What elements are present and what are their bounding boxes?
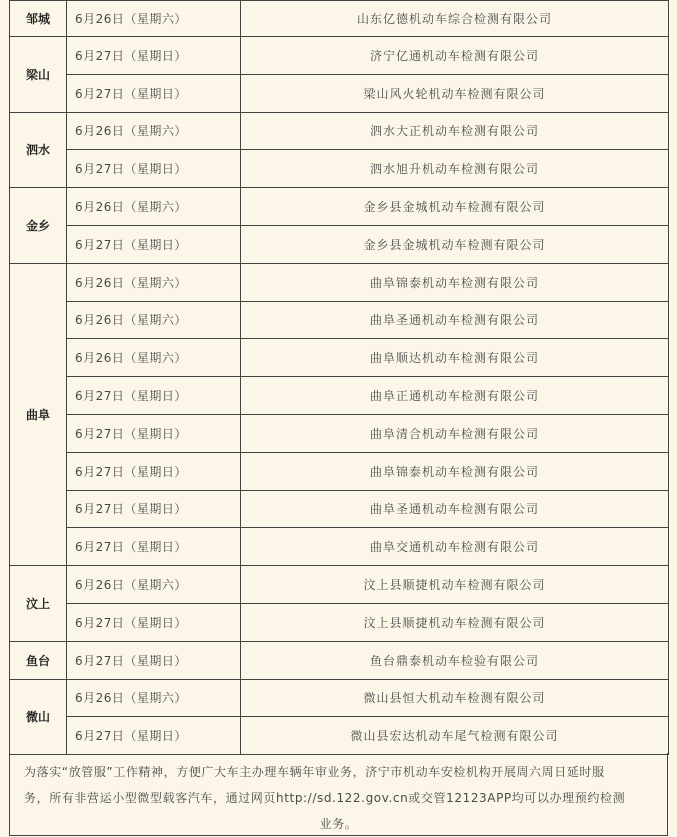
organization-cell: 山东亿德机动车综合检测有限公司 xyxy=(241,1,669,37)
organization-cell: 泗水大正机动车检测有限公司 xyxy=(241,112,669,150)
date-cell: 6月27日（星期日） xyxy=(67,717,241,755)
date-cell: 6月27日（星期日） xyxy=(67,74,241,112)
notice-line-1: 为落实“放管服”工作精神，方便广大车主办理车辆年审业务，济宁市机动车安检机构开展周六周日延时服 xyxy=(24,765,605,779)
table-row xyxy=(10,112,669,150)
table-row xyxy=(10,603,669,641)
table-row xyxy=(10,188,669,226)
organization-cell: 金乡县金城机动车检测有限公司 xyxy=(241,188,669,226)
date-cell: 6月26日（星期六） xyxy=(67,112,241,150)
region-cell: 邹城 xyxy=(10,1,67,37)
region-cell: 曲阜 xyxy=(10,263,67,565)
region-cell: 梁山 xyxy=(10,37,67,113)
table-row xyxy=(10,37,669,75)
organization-cell: 汶上县顺捷机动车检测有限公司 xyxy=(241,566,669,604)
organization-cell: 曲阜圣通机动车检测有限公司 xyxy=(241,301,669,339)
organization-cell: 曲阜圣通机动车检测有限公司 xyxy=(241,490,669,528)
organization-cell: 微山县宏达机动车尾气检测有限公司 xyxy=(241,717,669,755)
table-row xyxy=(10,301,669,339)
region-cell: 汶上 xyxy=(10,566,67,642)
date-cell: 6月26日（星期六） xyxy=(67,339,241,377)
date-cell: 6月27日（星期日） xyxy=(67,528,241,566)
table-row xyxy=(10,679,669,717)
table-row xyxy=(10,377,669,415)
date-cell: 6月27日（星期日） xyxy=(67,225,241,263)
date-cell: 6月26日（星期六） xyxy=(67,263,241,301)
region-cell: 微山 xyxy=(10,679,67,755)
table-row xyxy=(10,225,669,263)
date-cell: 6月27日（星期日） xyxy=(67,490,241,528)
table-row xyxy=(10,414,669,452)
table-row xyxy=(10,150,669,188)
region-cell: 泗水 xyxy=(10,112,67,188)
notice-line-2: 务，所有非营运小型微型载客汽车，通过网页http://sd.122.gov.cn或交管12123APP均可以办理预约检测 xyxy=(24,791,626,805)
date-cell: 6月26日（星期六） xyxy=(67,188,241,226)
table-row xyxy=(10,566,669,604)
table-row xyxy=(10,74,669,112)
organization-cell: 梁山风火轮机动车检测有限公司 xyxy=(241,74,669,112)
organization-cell: 汶上县顺捷机动车检测有限公司 xyxy=(241,603,669,641)
date-cell: 6月27日（星期日） xyxy=(67,452,241,490)
date-cell: 6月26日（星期六） xyxy=(67,301,241,339)
date-cell: 6月27日（星期日） xyxy=(67,414,241,452)
date-cell: 6月26日（星期六） xyxy=(67,566,241,604)
date-cell: 6月27日（星期日） xyxy=(67,603,241,641)
organization-cell: 曲阜锦泰机动车检测有限公司 xyxy=(241,452,669,490)
table-row xyxy=(10,490,669,528)
table-row xyxy=(10,717,669,755)
date-cell: 6月27日（星期日） xyxy=(67,641,241,679)
organization-cell: 微山县恒大机动车检测有限公司 xyxy=(241,679,669,717)
table-row xyxy=(10,641,669,679)
organization-cell: 鱼台鼎泰机动车检验有限公司 xyxy=(241,641,669,679)
organization-cell: 济宁亿通机动车检测有限公司 xyxy=(241,37,669,75)
region-cell: 金乡 xyxy=(10,188,67,264)
organization-cell: 泗水旭升机动车检测有限公司 xyxy=(241,150,669,188)
table-row xyxy=(10,339,669,377)
date-cell: 6月26日（星期六） xyxy=(67,1,241,37)
organization-cell: 曲阜顺达机动车检测有限公司 xyxy=(241,339,669,377)
inspection-schedule-table xyxy=(9,0,669,755)
organization-cell: 曲阜清合机动车检测有限公司 xyxy=(241,414,669,452)
date-cell: 6月27日（星期日） xyxy=(67,150,241,188)
organization-cell: 金乡县金城机动车检测有限公司 xyxy=(241,225,669,263)
region-cell: 鱼台 xyxy=(10,641,67,679)
date-cell: 6月27日（星期日） xyxy=(67,377,241,415)
table-row xyxy=(10,1,669,37)
service-notice xyxy=(9,753,668,836)
date-cell: 6月26日（星期六） xyxy=(67,679,241,717)
date-cell: 6月27日（星期日） xyxy=(67,37,241,75)
notice-line-3: 业务。 xyxy=(319,817,358,831)
table-row xyxy=(10,263,669,301)
schedule-body xyxy=(10,1,669,755)
organization-cell: 曲阜正通机动车检测有限公司 xyxy=(241,377,669,415)
organization-cell: 曲阜交通机动车检测有限公司 xyxy=(241,528,669,566)
table-row xyxy=(10,528,669,566)
organization-cell: 曲阜锦泰机动车检测有限公司 xyxy=(241,263,669,301)
table-row xyxy=(10,452,669,490)
